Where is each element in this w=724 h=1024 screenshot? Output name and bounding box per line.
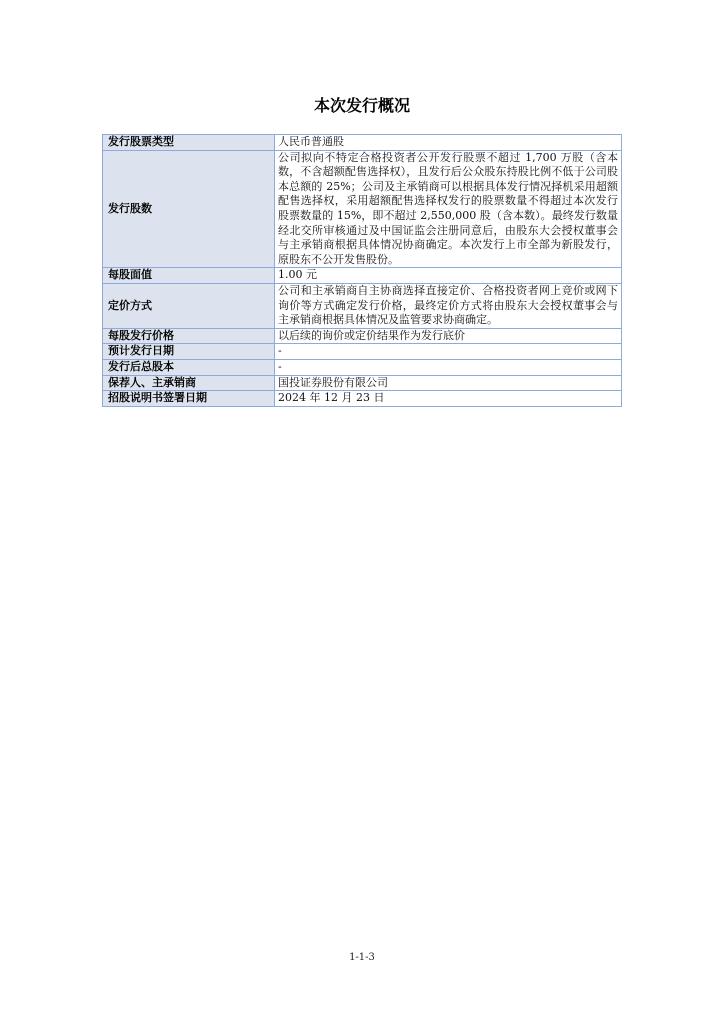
row-label: 发行股票类型: [103, 135, 275, 151]
table-row-issue-date: [103, 344, 622, 360]
table-row-issue-price: [103, 328, 622, 344]
table-row-signing-date: [103, 391, 622, 407]
offering-overview-table: [102, 134, 622, 407]
row-label: 预计发行日期: [103, 344, 275, 360]
row-value: 国投证券股份有限公司: [275, 375, 622, 391]
page-number: 1-1-3: [349, 952, 375, 963]
row-value: 人民币普通股: [275, 135, 622, 151]
row-value: -: [275, 344, 622, 360]
row-label: 发行股数: [103, 150, 275, 268]
table-row-share-count: [103, 150, 622, 268]
row-value: -: [275, 359, 622, 375]
table-row-total-shares: [103, 359, 622, 375]
row-value: 2024 年 12 月 23 日: [275, 391, 622, 407]
row-label: 保荐人、主承销商: [103, 375, 275, 391]
row-value: 公司拟向不特定合格投资者公开发行股票不超过 1,700 万股（含本数，不含超额配售选择权），且发行后公众股东持股比例不低于公司股本总额的 25%；公司及主承销商可以根据具体发行情况择机采用超额配售选择权，采用超额配售选择权发行的股票数量不得超过本次发行股票数量的 15%，即不超过 2,550,000 股（含本数）。最终发行数量经北交所审核通过及中国证监会注册同意后，由股东大会授权董事会与主承销商根据具体情况协商确定。本次发行上市全部为新股发行，原股东不公开发售股份。: [275, 150, 622, 268]
row-label: 定价方式: [103, 283, 275, 328]
table-row-sponsor: [103, 375, 622, 391]
row-label: 每股发行价格: [103, 328, 275, 344]
page-title: 本次发行概况: [313, 96, 410, 115]
row-label: 招股说明书签署日期: [103, 391, 275, 407]
table-row-stock-type: [103, 135, 622, 151]
table-row-pricing-method: [103, 283, 622, 328]
row-value: 公司和主承销商自主协商选择直接定价、合格投资者网上竞价或网下询价等方式确定发行价格，最终定价方式将由股东大会授权董事会与主承销商根据具体情况及监管要求协商确定。: [275, 283, 622, 328]
row-value: 以后续的询价或定价结果作为发行底价: [275, 328, 622, 344]
row-label: 发行后总股本: [103, 359, 275, 375]
table-row-par-value: [103, 268, 622, 284]
row-value: 1.00 元: [275, 268, 622, 284]
row-label: 每股面值: [103, 268, 275, 284]
